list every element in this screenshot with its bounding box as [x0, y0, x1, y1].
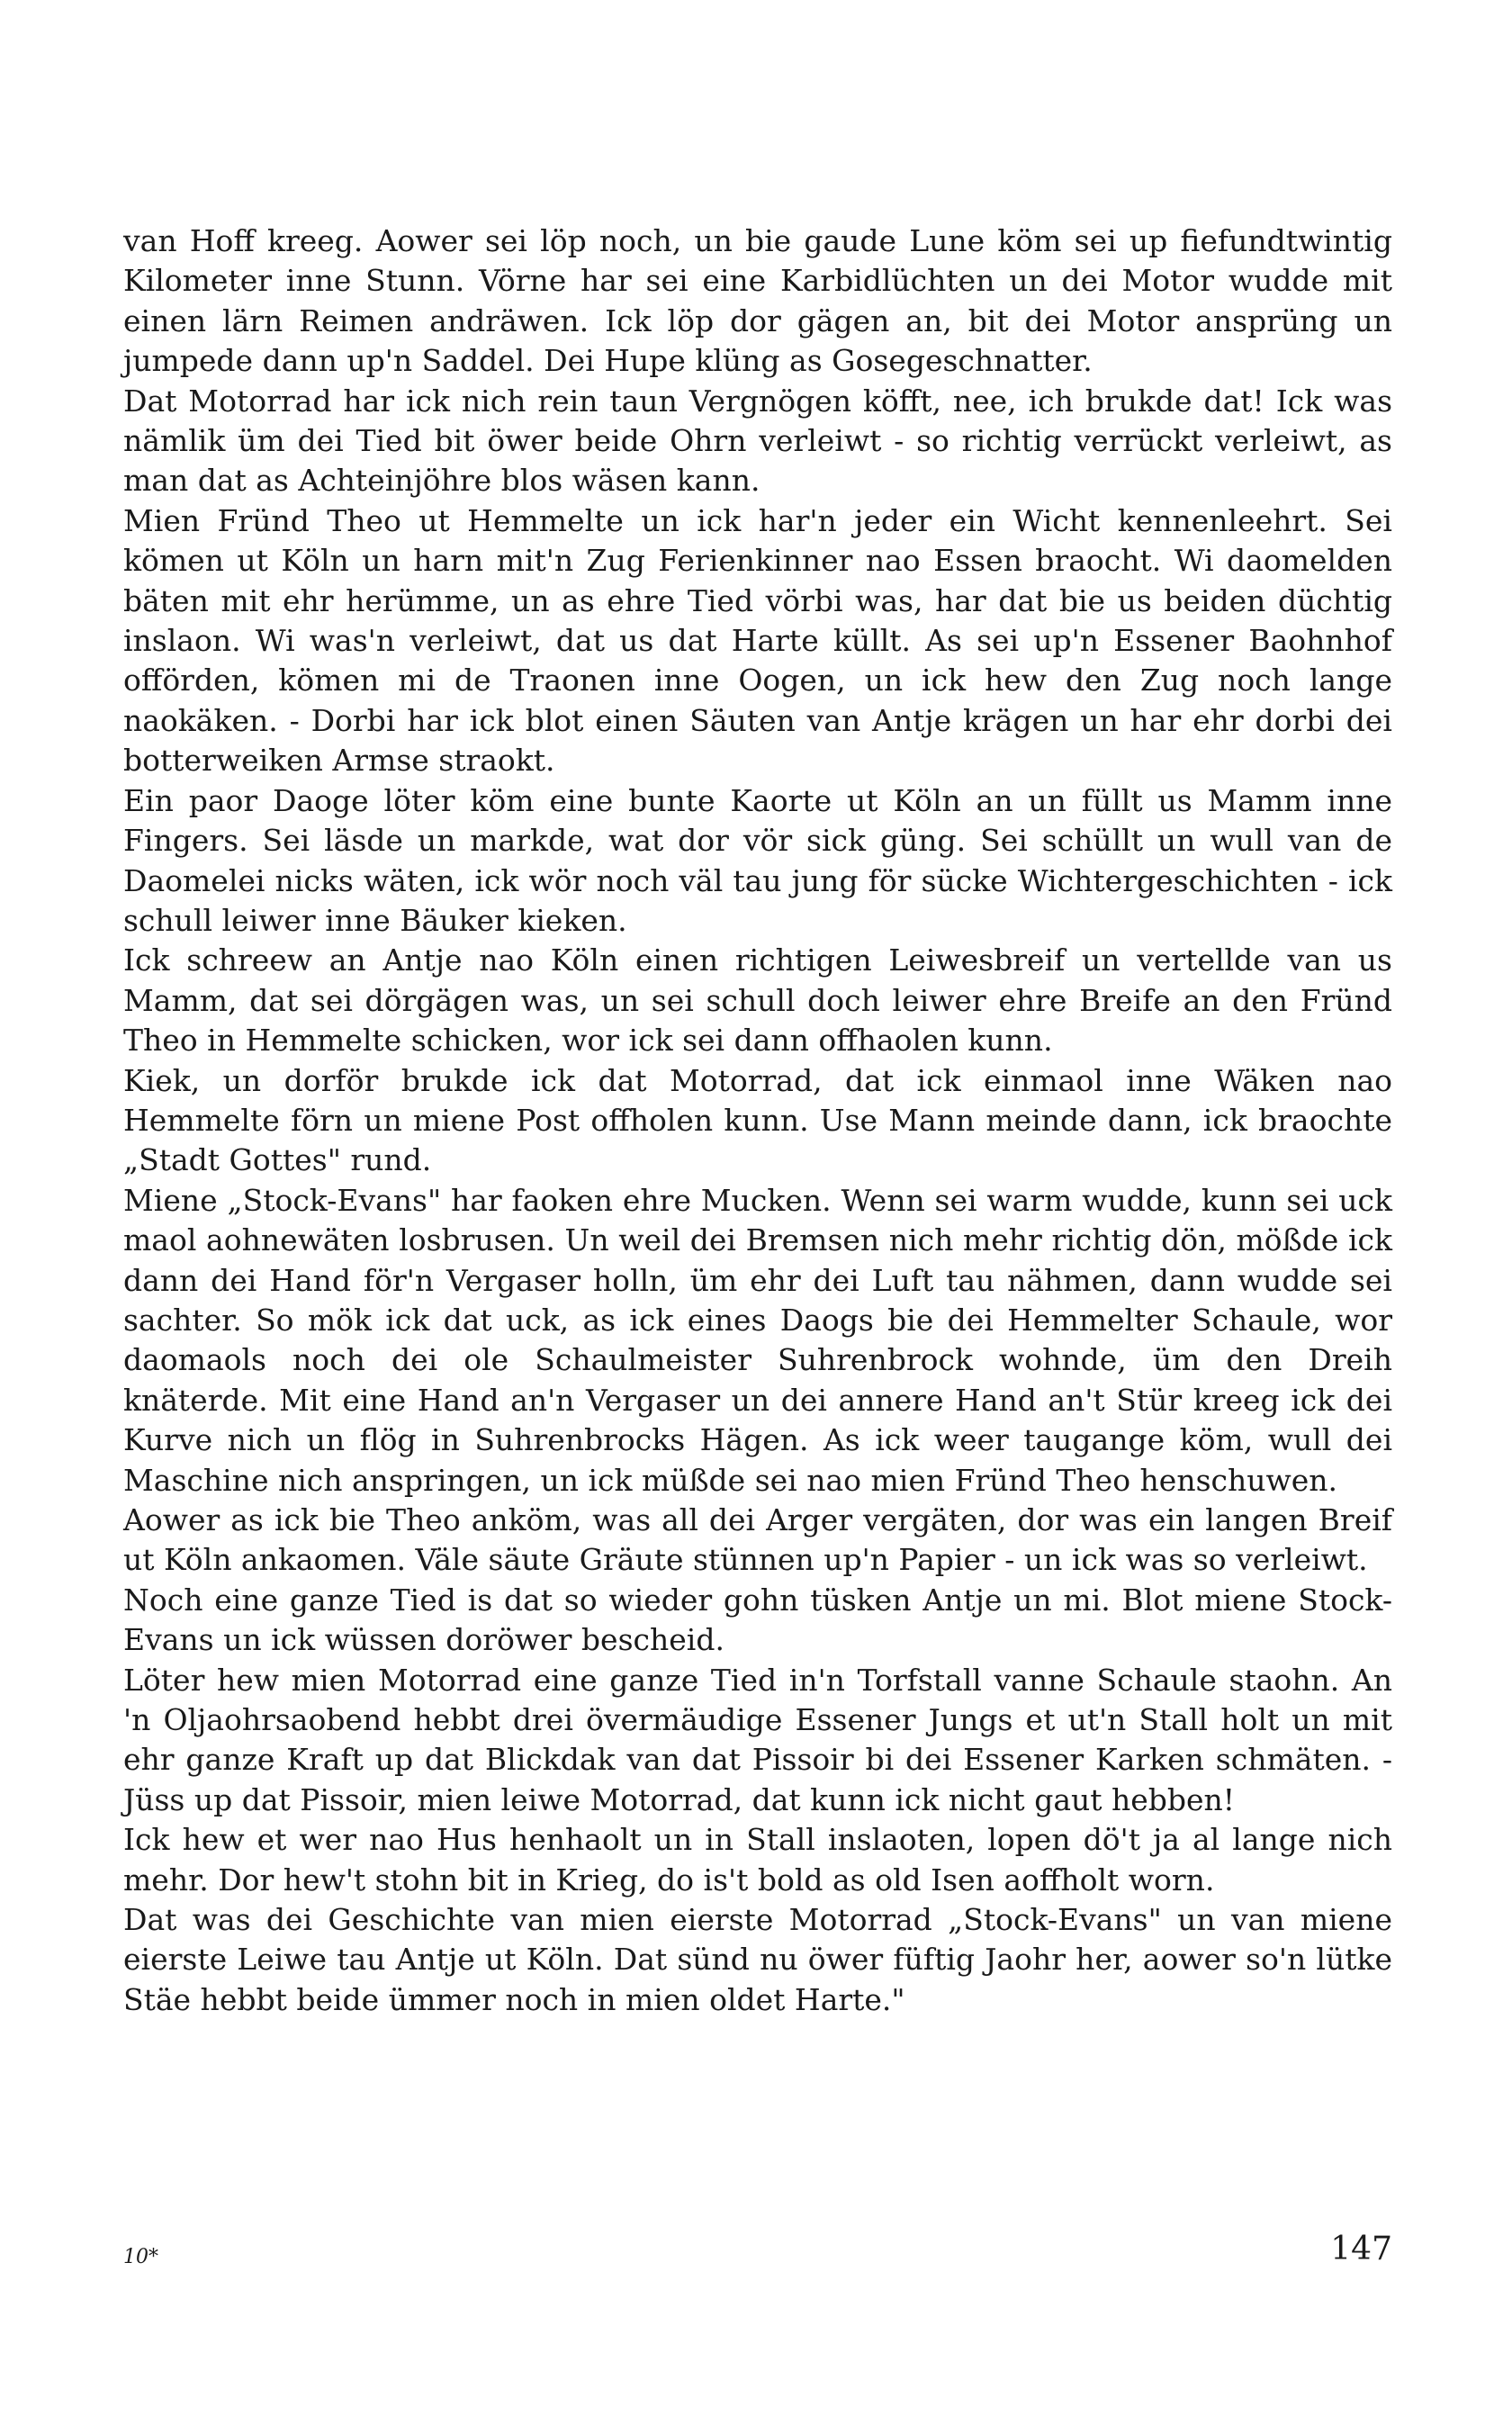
signature-mark: 10*	[123, 2246, 158, 2268]
paragraph: Dat was dei Geschichte van mien eierste Motorrad „Stock-Evans" un van miene eierste Leiwe tau Antje ut Köln. Dat sünd nu öwer füftig Jaohr her, aower so'n lütke Stäe hebbt beide ümmer noch in mien oldet Harte."	[123, 1902, 1392, 2017]
paragraph: Löter hew mien Motorrad eine ganze Tied in'n Torfstall vanne Schaule staohn. An 'n Oljaohrsaobend hebbt drei övermäudige Essener Jungs et ut'n Stall holt un mit ehr ganze Kraft up dat Blickdak van dat Pissoir bi dei Essener Karken schmäten. - Jüss up dat Pissoir, mien leiwe Motorrad, dat kunn ick nicht gaut hebben!	[123, 1662, 1392, 1817]
paragraph: Dat Motorrad har ick nich rein taun Vergnögen köfft, nee, ich brukde dat! Ick was nämlik üm dei Tied bit öwer beide Ohrn verleiwt - so richtig verrückt verleiwt, as man dat as Achteinjöhre blos wäsen kann.	[123, 383, 1392, 499]
page-body	[123, 221, 1392, 2020]
paragraph: Miene „Stock-Evans" har faoken ehre Mucken. Wenn sei warm wudde, kunn sei uck maol aohnewäten losbrusen. Un weil dei Bremsen nich mehr richtig dön, mößde ick dann dei Hand för'n Vergaser holln, üm ehr dei Luft tau nähmen, dann wudde sei sachter. So mök ick dat uck, as ick eines Daogs bie dei Hemmelter Schaule, wor daomaols noch dei ole Schaulmeister Suhrenbrock wohnde, üm den Dreih knäterde. Mit eine Hand an'n Vergaser un dei annere Hand an't Stür kreeg ick dei Kurve nich un flög in Suhrenbrocks Hägen. As ick weer taugange köm, wull dei Maschine nich anspringen, un ick müßde sei nao mien Fründ Theo henschuwen.	[123, 1182, 1392, 1498]
paragraph: Mien Fründ Theo ut Hemmelte un ick har'n jeder ein Wicht kennenleehrt. Sei kömen ut Köln un harn mit'n Zug Ferienkinner nao Essen braocht. Wi daomelden bäten mit ehr herümme, un as ehre Tied vörbi was, har dat bie us beiden düchtig inslaon. Wi was'n verleiwt, dat us dat Harte küllt. As sei up'n Essener Baohnhof offörden, kömen mi de Traonen inne Oogen, un ick hew den Zug noch lange naokäken. - Dorbi har ick blot einen Säuten van Antje krägen un har ehr dorbi dei botterweiken Armse straokt.	[123, 502, 1392, 779]
paragraph: Ick hew et wer nao Hus henhaolt un in Stall inslaoten, lopen dö't ja al lange nich mehr. Dor hew't stohn bit in Krieg, do is't bold as old Isen aoffholt worn.	[123, 1822, 1392, 1898]
page-number: 147	[1330, 2231, 1392, 2267]
paragraph: Kiek, un dorför brukde ick dat Motorrad, dat ick einmaol inne Wäken nao Hemmelte förn un miene Post offholen kunn. Use Mann meinde dann, ick braochte „Stadt Gottes" rund.	[123, 1062, 1392, 1178]
paragraph: Ick schreew an Antje nao Köln einen richtigen Leiwesbreif un vertellde van us Mamm, dat sei dörgägen was, un sei schull doch leiwer ehre Breife an den Fründ Theo in Hemmelte schicken, wor ick sei dann offhaolen kunn.	[123, 942, 1392, 1059]
paragraph: Ein paor Daoge löter köm eine bunte Kaorte ut Köln an un füllt us Mamm inne Fingers. Sei läsde un markde, wat dor vör sick güng. Sei schüllt un wull van de Daomelei nicks wäten, ick wör noch väl tau jung för sücke Wichtergeschichten - ick schull leiwer inne Bäuker kieken.	[123, 782, 1392, 938]
paragraph: Noch eine ganze Tied is dat so wieder gohn tüsken Antje un mi. Blot miene Stock-Evans un ick wüssen doröwer bescheid.	[123, 1582, 1392, 1658]
paragraph: van Hoff kreeg. Aower sei löp noch, un bie gaude Lune köm sei up fiefundtwintig Kilometer inne Stunn. Vörne har sei eine Karbidlüchten un dei Motor wudde mit einen lärn Reimen andräwen. Ick löp dor gägen an, bit dei Motor ansprüng un jumpede dann up'n Saddel. Dei Hupe klüng as Gosegeschnatter.	[123, 223, 1392, 379]
paragraph: Aower as ick bie Theo anköm, was all dei Arger vergäten, dor was ein langen Breif ut Köln ankaomen. Väle säute Gräute stünnen up'n Papier - un ick was so verleiwt.	[123, 1502, 1392, 1578]
